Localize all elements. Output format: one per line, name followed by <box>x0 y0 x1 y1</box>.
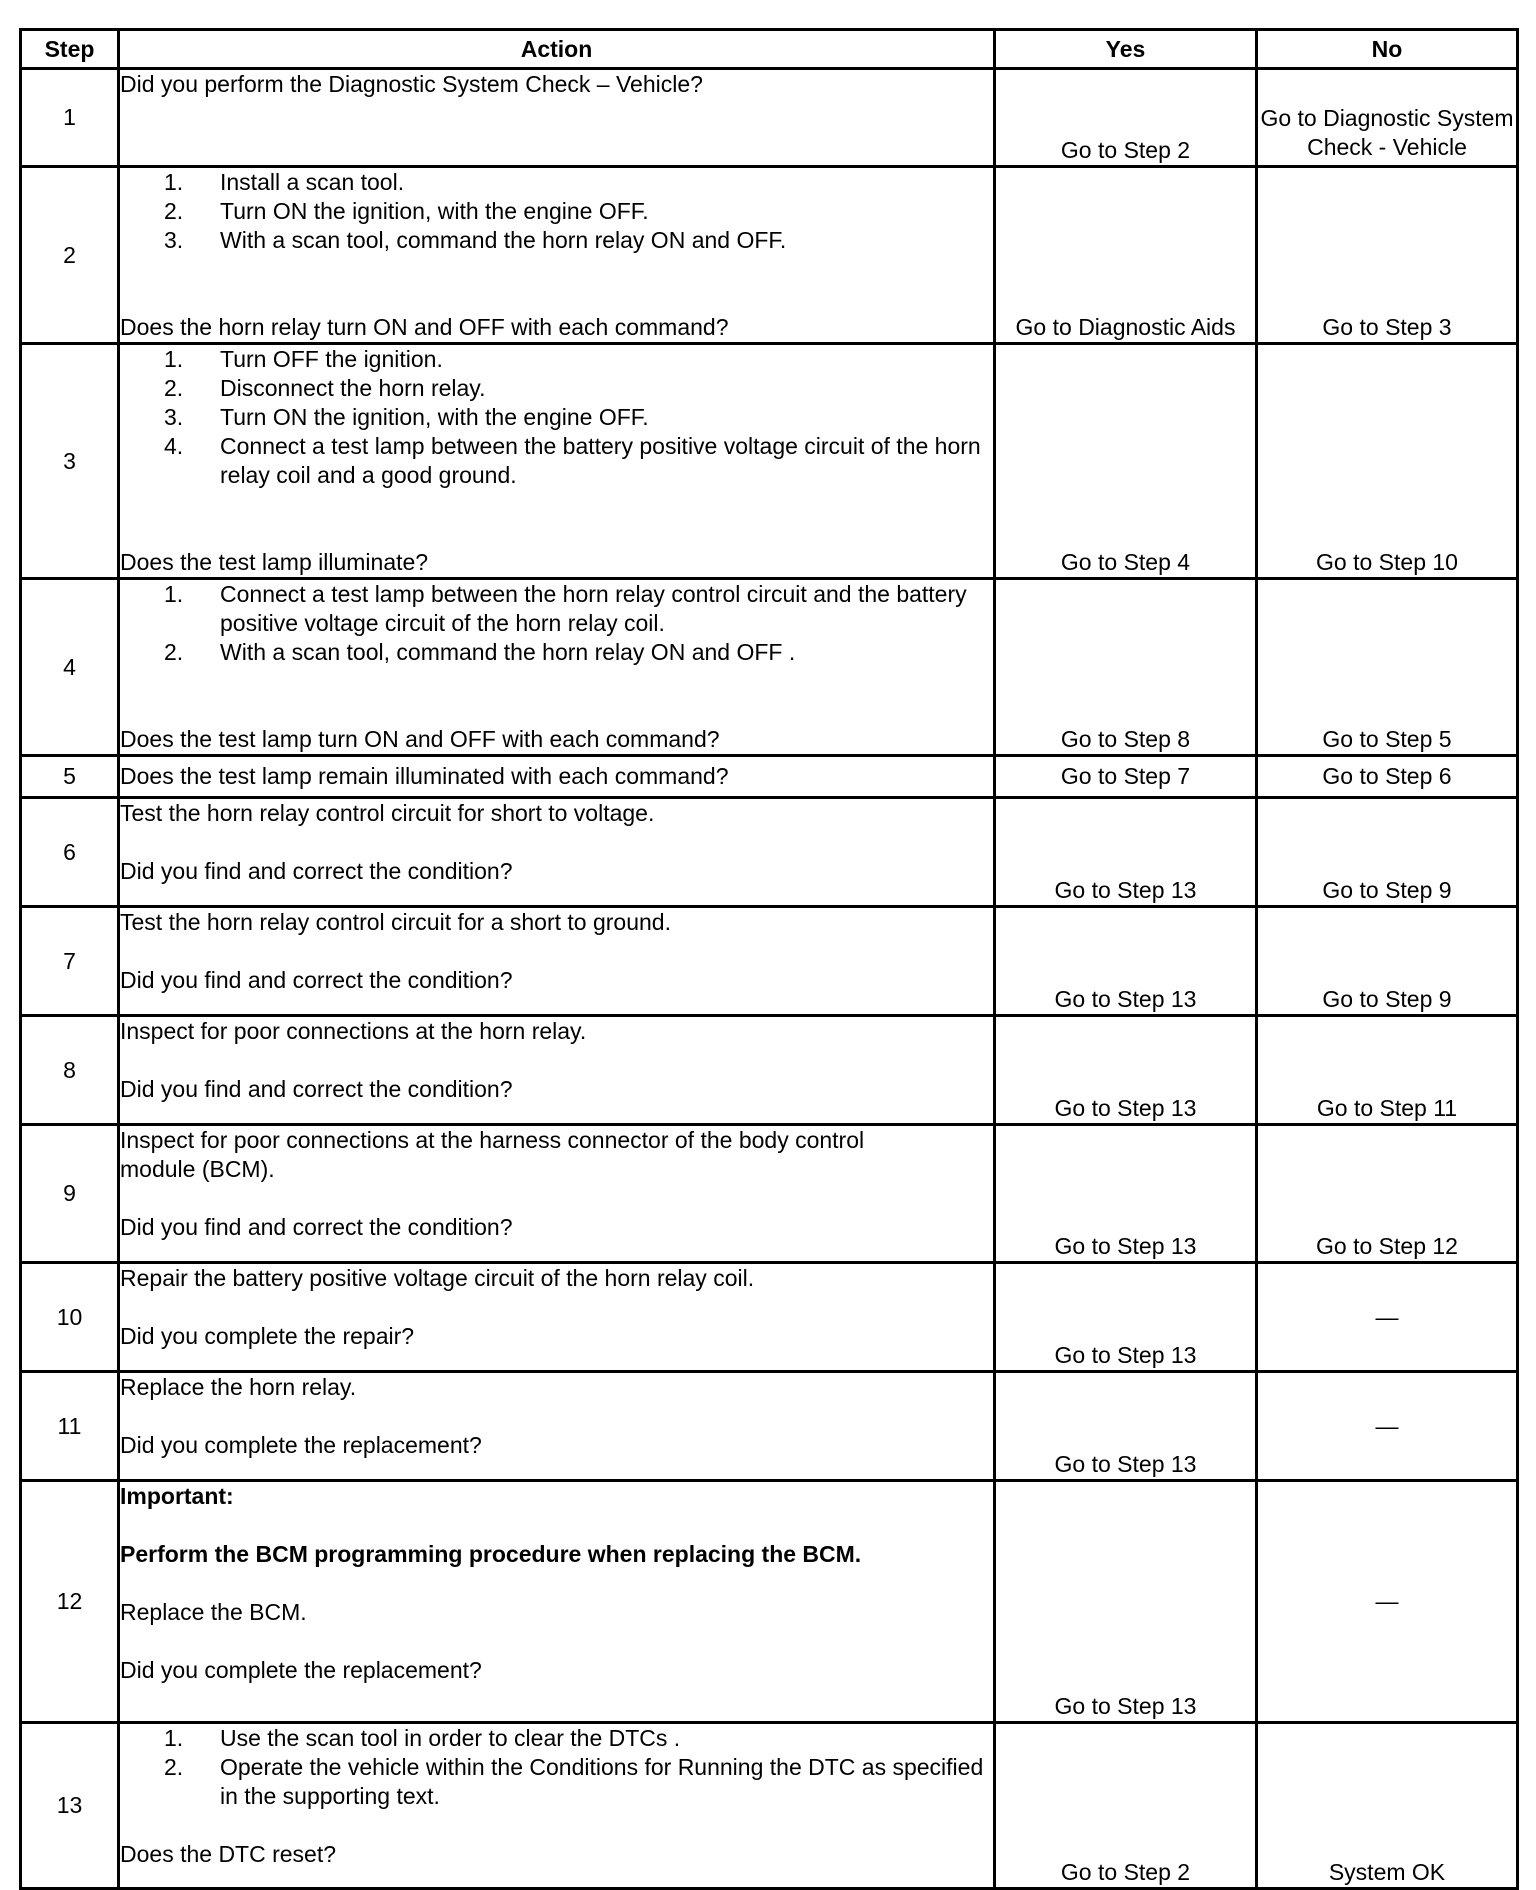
step-number: 2 <box>21 167 119 344</box>
action-cell <box>119 1016 995 1125</box>
no-cell: Go to Step 10 <box>1257 344 1518 579</box>
yes-cell: Go to Step 4 <box>995 344 1257 579</box>
step-number: 4 <box>21 579 119 756</box>
yes-cell: Go to Diagnostic Aids <box>995 167 1257 344</box>
table-row <box>21 756 1518 798</box>
action-cell <box>119 1263 995 1372</box>
step-number: 5 <box>21 756 119 798</box>
yes-cell: Go to Step 13 <box>995 1481 1257 1723</box>
action-question: Did you find and correct the condition? <box>120 1214 513 1240</box>
header-step: Step <box>21 30 119 69</box>
header-row <box>21 30 1518 69</box>
step-number: 10 <box>21 1263 119 1372</box>
step-number: 3 <box>21 344 119 579</box>
no-cell: — <box>1257 1481 1518 1723</box>
action-question: Did you find and correct the condition? <box>120 1076 513 1102</box>
action-cell <box>119 1723 995 1889</box>
action-question: Did you find and correct the condition? <box>120 967 513 993</box>
header-yes: Yes <box>995 30 1257 69</box>
yes-cell: Go to Step 2 <box>995 69 1257 167</box>
action-text: Test the horn relay control circuit for a short to ground. <box>120 909 671 935</box>
step-number: 9 <box>21 1125 119 1263</box>
table-row <box>21 579 1518 756</box>
diagnostic-table <box>19 28 1519 1890</box>
step-number: 13 <box>21 1723 119 1889</box>
table-row <box>21 1372 1518 1481</box>
no-cell: Go to Step 6 <box>1257 756 1518 798</box>
header-no: No <box>1257 30 1518 69</box>
action-text: Replace the horn relay. <box>120 1374 357 1400</box>
no-cell: System OK <box>1257 1723 1518 1889</box>
procedure-list <box>120 1724 993 1811</box>
yes-cell: Go to Step 2 <box>995 1723 1257 1889</box>
no-cell: Go to Step 12 <box>1257 1125 1518 1263</box>
action-text: Test the horn relay control circuit for short to voltage. <box>120 800 655 826</box>
step-number: 6 <box>21 798 119 907</box>
action-question: Did you find and correct the condition? <box>120 858 513 884</box>
table-row <box>21 907 1518 1016</box>
procedure-item: Turn OFF the ignition. <box>220 346 443 372</box>
procedure-item: Turn ON the ignition, with the engine OFF. <box>220 198 649 224</box>
table-row <box>21 1263 1518 1372</box>
procedure-item: Disconnect the horn relay. <box>220 375 486 401</box>
action-question: Does the horn relay turn ON and OFF with each command? <box>120 314 729 340</box>
procedure-list <box>120 168 993 255</box>
step-number: 12 <box>21 1481 119 1723</box>
action-question: Does the test lamp remain illuminated with each command? <box>120 763 729 789</box>
action-question: Did you perform the Diagnostic System Check – Vehicle? <box>120 71 703 97</box>
no-cell: — <box>1257 1372 1518 1481</box>
step-number: 7 <box>21 907 119 1016</box>
procedure-list <box>120 580 993 667</box>
yes-cell: Go to Step 13 <box>995 1263 1257 1372</box>
procedure-item: Install a scan tool. <box>220 169 405 195</box>
procedure-list <box>120 345 993 490</box>
action-cell <box>119 1481 995 1723</box>
table-row <box>21 344 1518 579</box>
procedure-item: Turn ON the ignition, with the engine OFF. <box>220 404 649 430</box>
action-cell <box>119 798 995 907</box>
step-number: 8 <box>21 1016 119 1125</box>
no-cell: Go to Step 3 <box>1257 167 1518 344</box>
table-row <box>21 1125 1518 1263</box>
action-cell <box>119 1372 995 1481</box>
header-action: Action <box>119 30 995 69</box>
yes-cell: Go to Step 8 <box>995 579 1257 756</box>
table-row <box>21 1016 1518 1125</box>
no-cell: Go to Step 11 <box>1257 1016 1518 1125</box>
procedure-item: With a scan tool, command the horn relay ON and OFF . <box>220 639 796 665</box>
action-text: Inspect for poor connections at the horn relay. <box>120 1018 587 1044</box>
action-question: Did you complete the repair? <box>120 1323 415 1349</box>
action-cell <box>119 756 995 798</box>
step-number: 1 <box>21 69 119 167</box>
action-question: Did you complete the replacement? <box>120 1432 482 1458</box>
table-row <box>21 1481 1518 1723</box>
important-label: Important: <box>120 1483 234 1509</box>
important-text: Perform the BCM programming procedure when replacing the BCM. <box>120 1541 862 1567</box>
action-text: Replace the BCM. <box>120 1599 307 1625</box>
action-cell <box>119 907 995 1016</box>
action-cell <box>119 579 995 756</box>
action-cell <box>119 167 995 344</box>
action-question: Does the DTC reset? <box>120 1841 337 1867</box>
action-cell <box>119 344 995 579</box>
no-cell: — <box>1257 1263 1518 1372</box>
action-cell <box>119 69 995 167</box>
yes-cell: Go to Step 13 <box>995 1372 1257 1481</box>
yes-cell: Go to Step 13 <box>995 798 1257 907</box>
no-cell: Go to Step 9 <box>1257 798 1518 907</box>
no-cell: Go to Diagnostic System Check - Vehicle <box>1257 69 1518 167</box>
table-row <box>21 1723 1518 1889</box>
procedure-item: With a scan tool, command the horn relay ON and OFF. <box>220 227 787 253</box>
action-question: Did you complete the replacement? <box>120 1657 482 1683</box>
no-cell: Go to Step 9 <box>1257 907 1518 1016</box>
table-row <box>21 798 1518 907</box>
yes-cell: Go to Step 13 <box>995 1125 1257 1263</box>
step-number: 11 <box>21 1372 119 1481</box>
action-text: Repair the battery positive voltage circuit of the horn relay coil. <box>120 1265 755 1291</box>
action-question: Does the test lamp illuminate? <box>120 549 429 575</box>
action-text: Inspect for poor connections at the harness connector of the body control module (BCM). <box>120 1127 865 1182</box>
procedure-item: Connect a test lamp between the battery positive voltage circuit of the horn relay coil and a good ground. <box>220 433 981 488</box>
table-row <box>21 69 1518 167</box>
diagnostic-table-sheet <box>19 28 1516 1890</box>
yes-cell: Go to Step 13 <box>995 1016 1257 1125</box>
action-cell <box>119 1125 995 1263</box>
procedure-item: Operate the vehicle within the Conditions for Running the DTC as specified in the supporting text. <box>220 1754 984 1809</box>
action-question: Does the test lamp turn ON and OFF with each command? <box>120 726 720 752</box>
yes-cell: Go to Step 7 <box>995 756 1257 798</box>
procedure-item: Use the scan tool in order to clear the DTCs . <box>220 1725 681 1751</box>
procedure-item: Connect a test lamp between the horn relay control circuit and the battery positive voltage circuit of the horn relay coil. <box>220 581 967 636</box>
yes-cell: Go to Step 13 <box>995 907 1257 1016</box>
no-cell: Go to Step 5 <box>1257 579 1518 756</box>
table-row <box>21 167 1518 344</box>
